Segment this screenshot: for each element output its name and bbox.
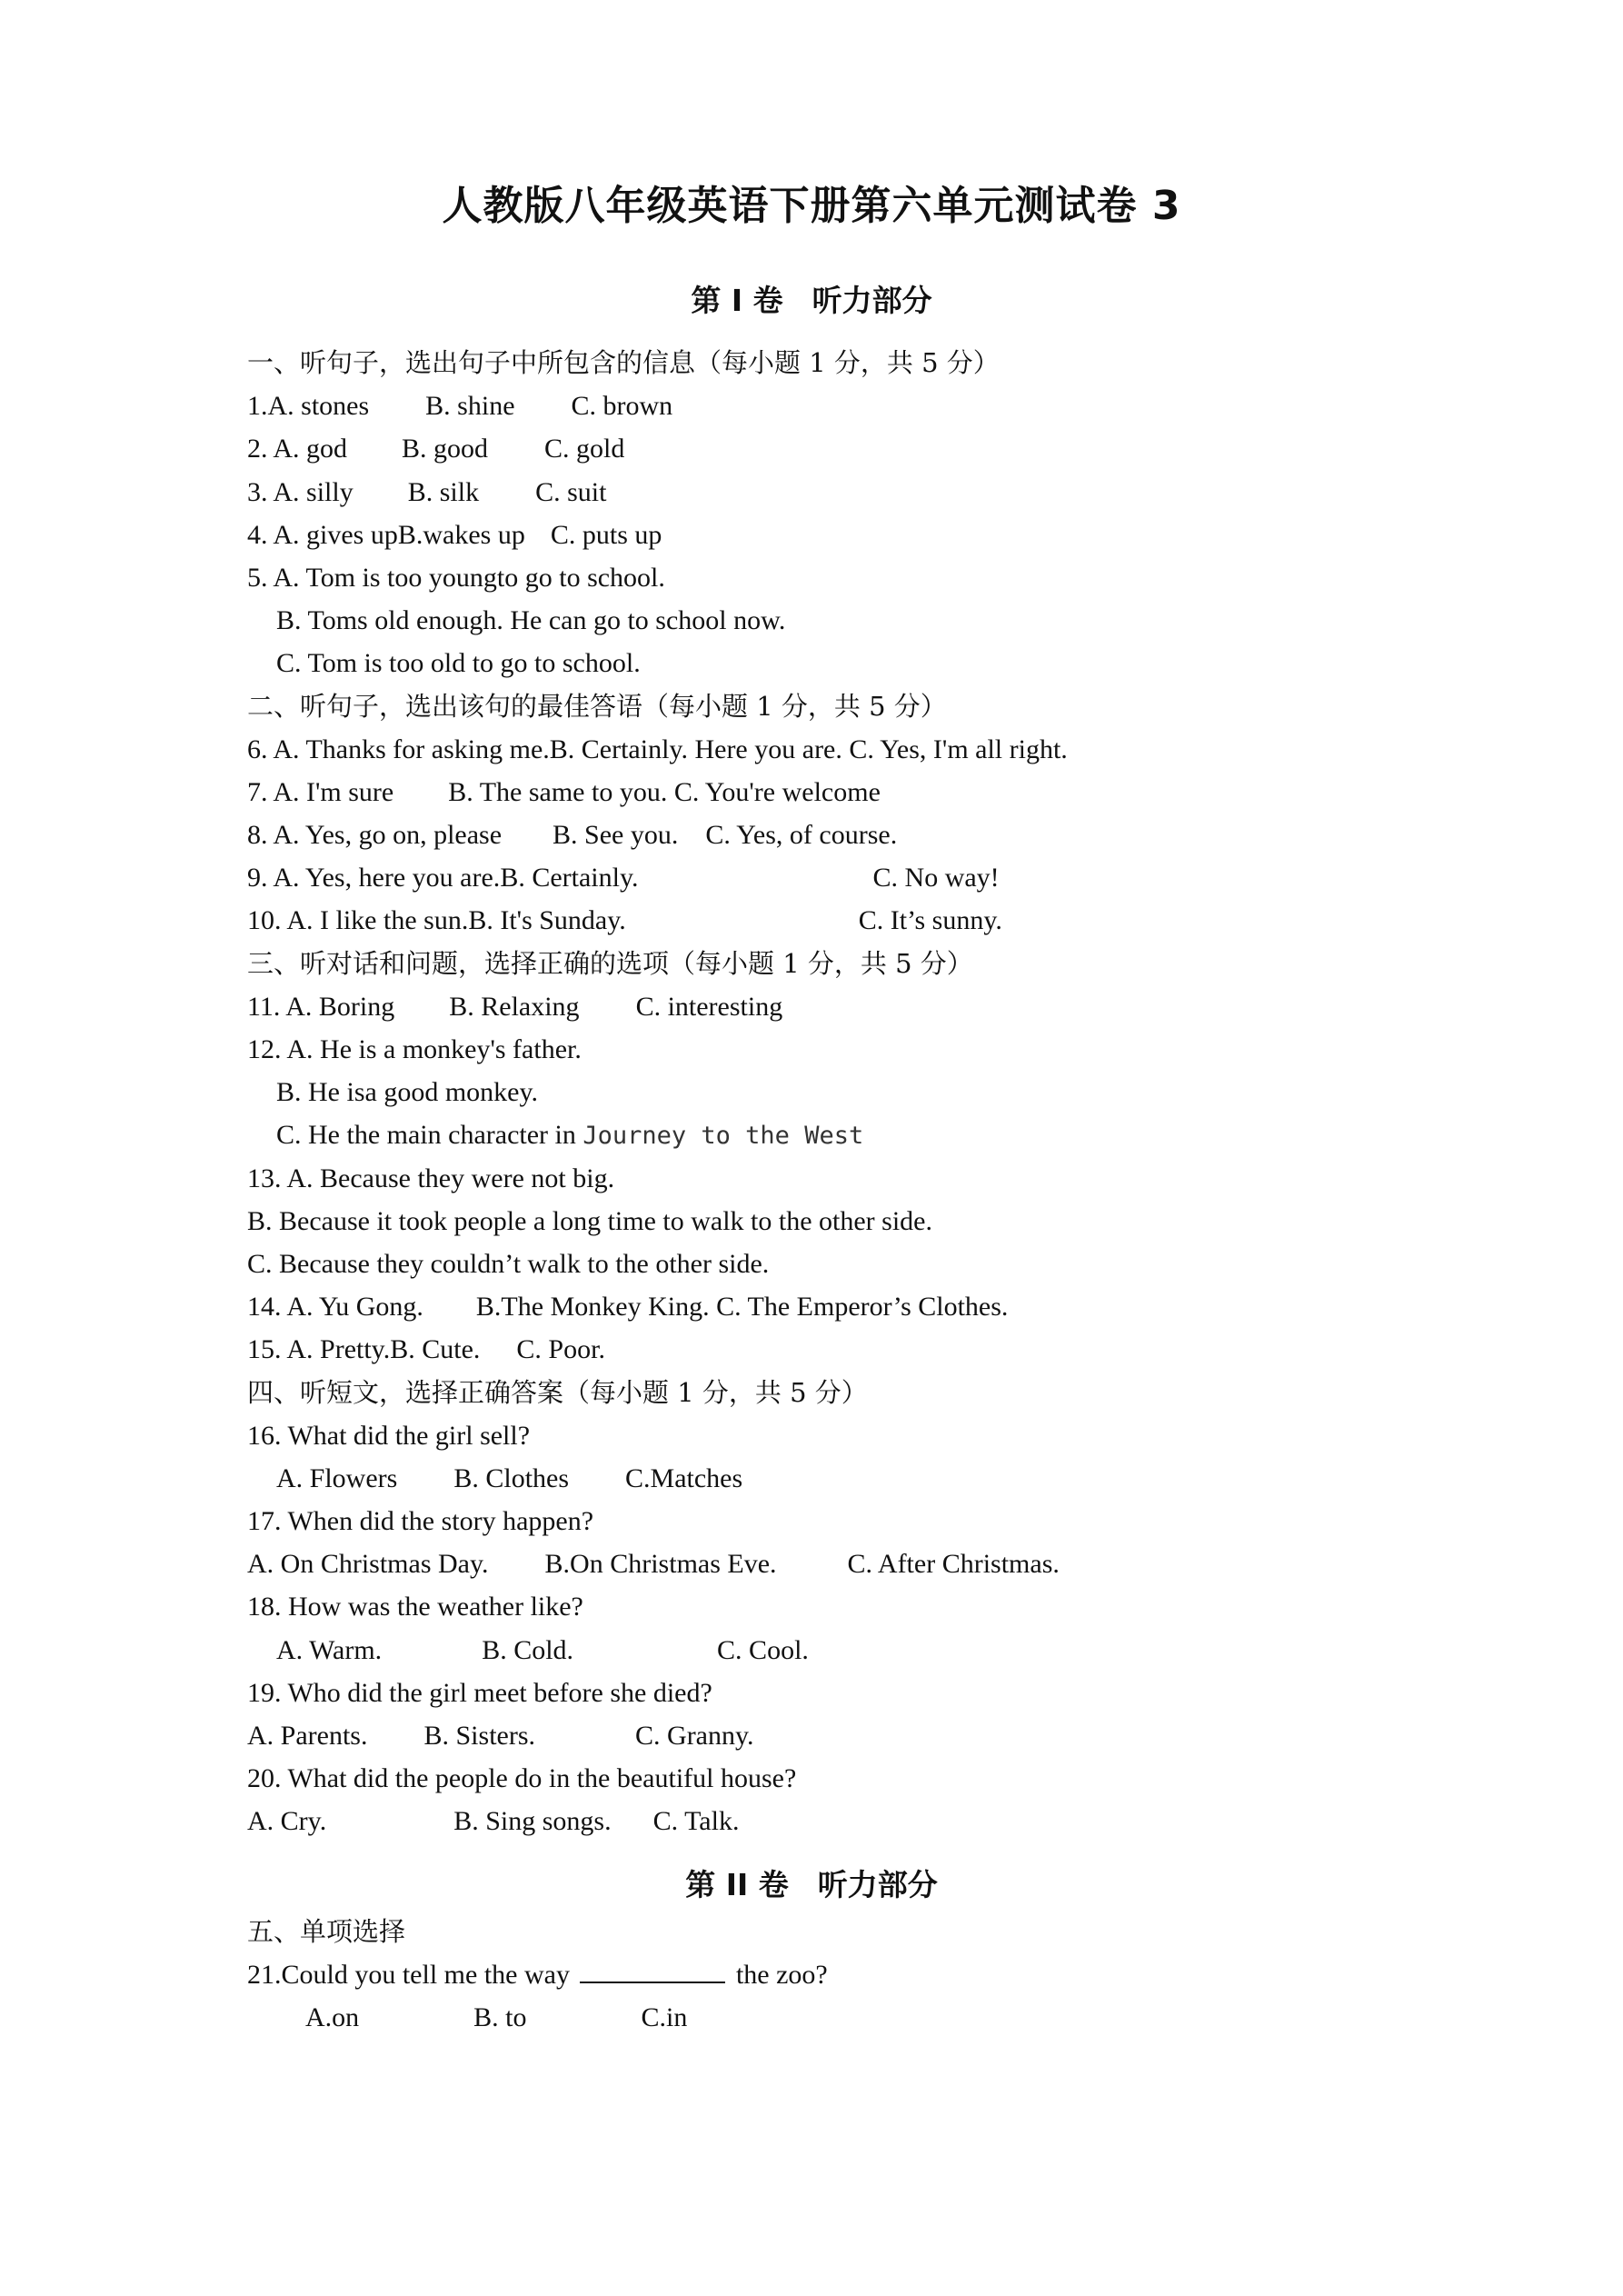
q13-option-b: B. Because it took people a long time to walk to the other side. bbox=[247, 1205, 932, 1236]
q6-option-b: B. Certainly. Here you are. bbox=[549, 734, 842, 764]
q11-option-a: A. Boring bbox=[285, 991, 395, 1022]
q4-num: 4. bbox=[247, 519, 274, 550]
question-5 bbox=[247, 556, 1429, 599]
q20-option-a: A. Cry. bbox=[247, 1806, 327, 1837]
q4-option-a: A. gives up bbox=[273, 519, 398, 550]
question-21 bbox=[247, 1953, 1429, 1996]
q18-option-c: C. Cool. bbox=[717, 1634, 809, 1665]
q12-option-c bbox=[247, 1113, 1429, 1156]
question-3 bbox=[247, 471, 1429, 514]
q15-option-a: A. Pretty. bbox=[286, 1334, 391, 1365]
question-8 bbox=[247, 814, 1429, 856]
q2-option-b: B. good bbox=[402, 434, 489, 464]
q16-option-c: C.Matches bbox=[625, 1462, 743, 1493]
question-16: 16. What did the girl sell? bbox=[247, 1420, 531, 1451]
q5-option-b: B. Toms old enough. He can go to school now. bbox=[276, 605, 786, 636]
q1-option-a: A. stones bbox=[267, 391, 370, 422]
q19-options bbox=[247, 1714, 1429, 1757]
q14-option-b: B.The Monkey King. bbox=[475, 1292, 710, 1323]
question-6 bbox=[247, 728, 1429, 771]
part1-name: 听力部分 bbox=[812, 283, 932, 318]
q10-num: 10. bbox=[247, 905, 287, 936]
q7-num: 7. bbox=[247, 776, 274, 807]
q10-option-a: A. I like the sun. bbox=[286, 905, 469, 936]
question-1 bbox=[247, 384, 1429, 427]
q14-num: 14. bbox=[247, 1292, 287, 1323]
q13-option-a: A. Because they were not big. bbox=[286, 1163, 615, 1193]
q21-blank bbox=[580, 1956, 725, 1983]
exam-body bbox=[247, 342, 1429, 2039]
q20-option-b: B. Sing songs. bbox=[453, 1806, 612, 1837]
q19-option-b: B. Sisters. bbox=[423, 1721, 536, 1751]
q11-option-b: B. Relaxing bbox=[449, 991, 580, 1022]
question-10 bbox=[247, 899, 1429, 942]
question-20: 20. What did the people do in the beautiful house? bbox=[247, 1763, 797, 1794]
q8-option-c: C. Yes, of course. bbox=[705, 820, 898, 851]
section3-heading: 三、听对话和问题，选择正确的选项（每小题 1 分，共 5 分） bbox=[247, 947, 973, 979]
question-12 bbox=[247, 1028, 1429, 1071]
section4-heading: 四、听短文，选择正确答案（每小题 1 分，共 5 分） bbox=[247, 1376, 868, 1408]
q11-num: 11. bbox=[247, 991, 286, 1022]
q5-option-c: C. Tom is too old to go to school. bbox=[276, 648, 641, 679]
q7-option-c: C. You're welcome bbox=[673, 776, 881, 807]
q7-option-b: B. The same to you. bbox=[448, 776, 668, 807]
q12-option-b: B. He isa good monkey. bbox=[276, 1077, 539, 1108]
q18-options bbox=[247, 1629, 1429, 1672]
q18-option-b: B. Cold. bbox=[482, 1634, 574, 1665]
section1-heading: 一、听句子，选出句子中所包含的信息（每小题 1 分，共 5 分） bbox=[247, 347, 1000, 378]
q12-book-title: Journey to the West bbox=[582, 1122, 864, 1151]
section5-heading: 五、单项选择 bbox=[247, 1915, 406, 1947]
q2-num: 2. bbox=[247, 434, 274, 464]
q4-option-b: B.wakes up bbox=[397, 519, 525, 550]
q13-num: 13. bbox=[247, 1163, 287, 1193]
question-14 bbox=[247, 1285, 1429, 1328]
q16-options bbox=[247, 1457, 1429, 1500]
question-11 bbox=[247, 985, 1429, 1028]
q17-option-b: B.On Christmas Eve. bbox=[544, 1549, 777, 1580]
q1-num: 1. bbox=[247, 391, 268, 422]
q12-num: 12. bbox=[247, 1034, 287, 1064]
q16-option-b: B. Clothes bbox=[453, 1462, 570, 1493]
q21-option-c: C.in bbox=[641, 2002, 688, 2032]
q12-option-c-text: C. He the main character in bbox=[276, 1120, 583, 1151]
q14-option-c: C. The Emperor’s Clothes. bbox=[716, 1292, 1009, 1323]
q9-option-b: B. Certainly. bbox=[500, 863, 639, 893]
q21-stem-before: 21.Could you tell me the way bbox=[247, 1959, 577, 1990]
part1-label: 第 I 卷 bbox=[691, 283, 783, 318]
q4-option-c: C. puts up bbox=[550, 519, 662, 550]
q1-option-c: C. brown bbox=[571, 391, 673, 422]
q21-option-b: B. to bbox=[473, 2002, 527, 2032]
q19-option-c: C. Granny. bbox=[635, 1721, 754, 1751]
q8-option-a: A. Yes, go on, please bbox=[273, 820, 503, 851]
q11-option-c: C. interesting bbox=[635, 991, 783, 1022]
question-2 bbox=[247, 427, 1429, 470]
q12-option-a: A. He is a monkey's father. bbox=[286, 1034, 582, 1064]
q21-option-a: A.on bbox=[305, 2002, 360, 2032]
q6-option-c: C. Yes, I'm all right. bbox=[849, 734, 1068, 764]
question-18: 18. How was the weather like? bbox=[247, 1592, 583, 1622]
q9-num: 9. bbox=[247, 863, 274, 893]
q5-num: 5. bbox=[247, 562, 274, 593]
q5-option-a: A. Tom is too youngto go to school. bbox=[273, 562, 665, 593]
question-15 bbox=[247, 1328, 1429, 1371]
q8-num: 8. bbox=[247, 820, 274, 851]
part2-label: 第 II 卷 bbox=[685, 1867, 789, 1902]
question-7 bbox=[247, 771, 1429, 814]
q21-stem-after: the zoo? bbox=[729, 1959, 828, 1990]
question-9 bbox=[247, 856, 1429, 899]
q8-option-b: B. See you. bbox=[553, 820, 679, 851]
q17-option-c: C. After Christmas. bbox=[847, 1549, 1060, 1580]
page-title: 人教版八年级英语下册第六单元测试卷 3 bbox=[442, 183, 1181, 229]
q2-option-a: A. god bbox=[273, 434, 348, 464]
q21-options bbox=[247, 1996, 1429, 2039]
q15-num: 15. bbox=[247, 1334, 287, 1365]
q3-option-c: C. suit bbox=[535, 476, 607, 507]
q15-option-c: C. Poor. bbox=[516, 1334, 605, 1365]
question-4 bbox=[247, 514, 1429, 556]
q9-option-c: C. No way! bbox=[872, 863, 1000, 893]
q7-option-a: A. I'm sure bbox=[273, 776, 394, 807]
part1-heading bbox=[0, 277, 1623, 320]
q20-option-c: C. Talk. bbox=[652, 1806, 740, 1837]
part2-name: 听力部分 bbox=[817, 1867, 938, 1902]
q3-option-b: B. silk bbox=[407, 476, 480, 507]
section2-heading: 二、听句子，选出该句的最佳答语（每小题 1 分，共 5 分） bbox=[247, 690, 947, 722]
question-13 bbox=[247, 1157, 1429, 1200]
q2-option-c: C. gold bbox=[544, 434, 625, 464]
q13-option-c: C. Because they couldn’t walk to the other side. bbox=[247, 1248, 770, 1279]
q18-option-a: A. Warm. bbox=[276, 1634, 383, 1665]
q1-option-b: B. shine bbox=[425, 391, 515, 422]
q10-option-c: C. It’s sunny. bbox=[858, 905, 1002, 936]
q14-option-a: A. Yu Gong. bbox=[286, 1292, 423, 1323]
q17-option-a: A. On Christmas Day. bbox=[247, 1549, 489, 1580]
q17-options bbox=[247, 1542, 1429, 1585]
question-17: 17. When did the story happen? bbox=[247, 1506, 594, 1537]
q20-options bbox=[247, 1800, 1429, 1842]
q6-num: 6. bbox=[247, 734, 274, 764]
question-19: 19. Who did the girl meet before she died? bbox=[247, 1677, 712, 1708]
q9-option-a: A. Yes, here you are. bbox=[273, 863, 501, 893]
q19-option-a: A. Parents. bbox=[247, 1721, 368, 1751]
q6-option-a: A. Thanks for asking me. bbox=[273, 734, 550, 764]
q15-option-b: B. Cute. bbox=[390, 1334, 481, 1365]
part2-heading bbox=[0, 1862, 1623, 1904]
q3-option-a: A. silly bbox=[273, 476, 353, 507]
q16-option-a: A. Flowers bbox=[276, 1462, 398, 1493]
q10-option-b: B. It's Sunday. bbox=[468, 905, 626, 936]
q3-num: 3. bbox=[247, 476, 274, 507]
